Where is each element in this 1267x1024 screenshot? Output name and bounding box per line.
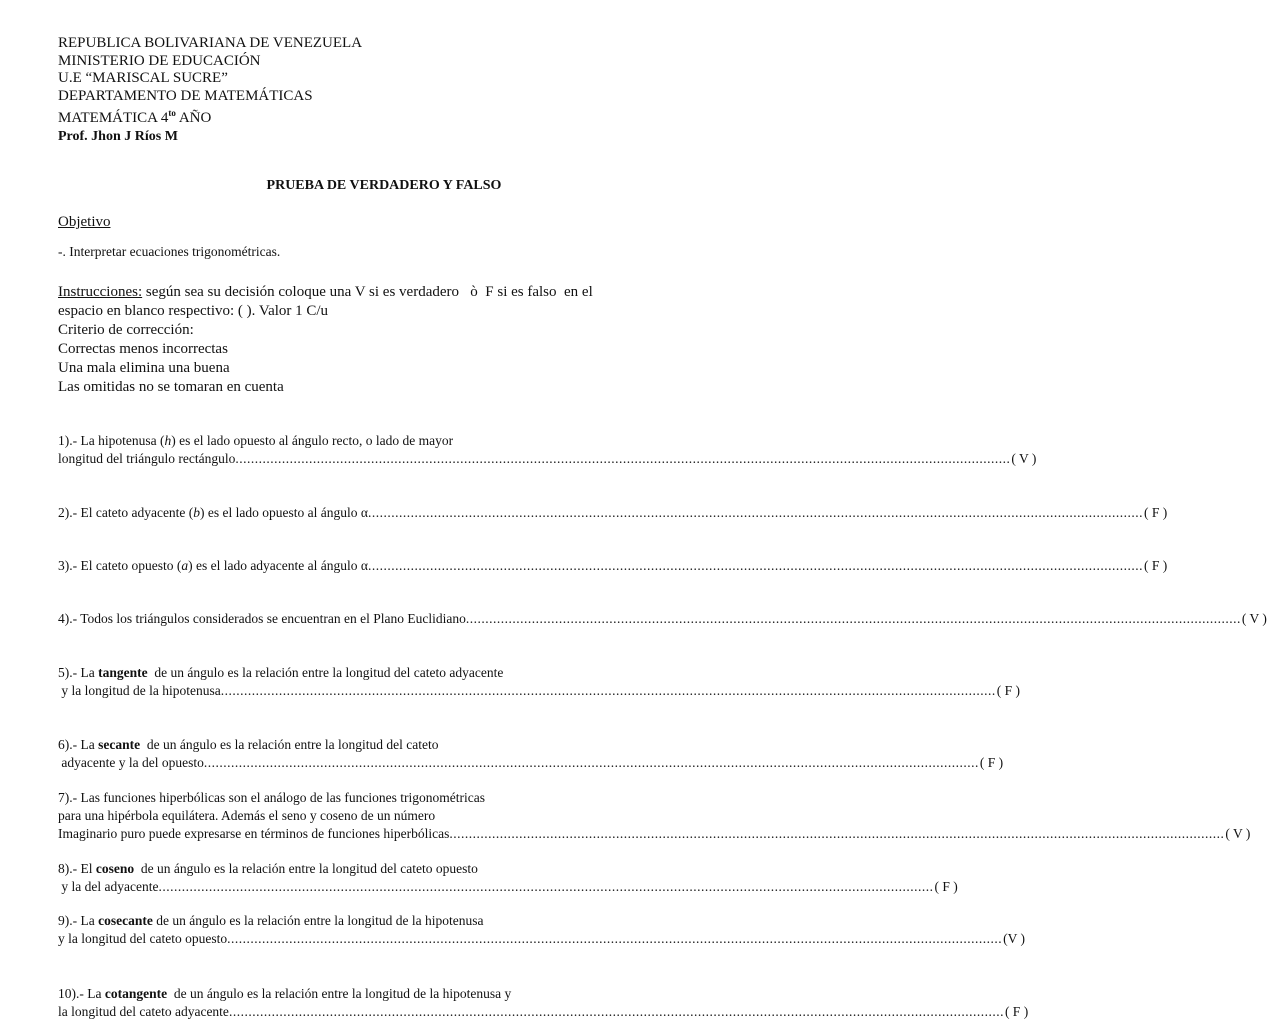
dot-leader: ........................................................................................................................................................................................................	[449, 826, 1225, 841]
answer-4: ( V )	[1241, 611, 1267, 626]
term-tangente: tangente	[98, 665, 148, 680]
question-5: 5).- La tangente de un ángulo es la relación entre la longitud del cateto adyacente y la longitud de la hipotenusa ........................................................................................................................................................................................................ ( F )	[58, 665, 1020, 698]
header-line-republic: REPUBLICA BOLIVARIANA DE VENEZUELA	[58, 35, 363, 51]
dot-leader: ........................................................................................................................................................................................................	[203, 755, 979, 770]
term-cosecante: cosecante	[98, 913, 153, 928]
instructions-line-5: Una mala elimina una buena	[58, 360, 230, 376]
instructions-line-2: espacio en blanco respectivo: ( ). Valor 1 C/u	[58, 303, 329, 319]
instructions-line-6: Las omitidas no se tomaran en cuenta	[58, 379, 284, 395]
answer-1: ( V )	[1011, 451, 1037, 466]
dot-leader: ........................................................................................................................................................................................................	[367, 505, 1143, 520]
dot-leader: ........................................................................................................................................................................................................	[220, 683, 996, 698]
dot-leader: ........................................................................................................................................................................................................	[228, 1004, 1004, 1019]
answer-9: (V )	[1003, 931, 1025, 946]
question-1: 1).- La hipotenusa (h) es el lado opuesto al ángulo recto, o lado de mayor longitud del triángulo rectángulo ........................................................................................................................................................................................................ ( V )	[58, 433, 1037, 466]
dot-leader: ........................................................................................................................................................................................................	[367, 558, 1143, 573]
instructions-label: Instrucciones:	[58, 284, 143, 300]
page-title: PRUEBA DE VERDADERO Y FALSO	[266, 178, 502, 193]
instructions-line-1: según sea su decisión coloque una V si es verdadero ò F si es falso en el	[142, 284, 593, 300]
question-7: 7).- Las funciones hiperbólicas son el análogo de las funciones trigonométricas para una hipérbola equilátera. Además el seno y coseno de un número Imaginario puro puede expresarse en términos de funciones hiperbólicas ........................................................................................................................................................................................................ ( V )	[58, 790, 1251, 841]
term-cotangente: cotangente	[104, 986, 168, 1001]
answer-7: ( V )	[1225, 826, 1251, 841]
question-2: 2).- El cateto adyacente (b) es el lado opuesto al ángulo α ........................................................................................................................................................................................................ ( F )	[58, 505, 1168, 520]
question-4: 4).- Todos los triángulos considerados se encuentran en el Plano Euclidiano ........................................................................................................................................................................................................ ( V )	[58, 611, 1267, 626]
header-line-ministry: MINISTERIO DE EDUCACIÓN	[58, 52, 261, 69]
answer-6: ( F )	[979, 755, 1004, 770]
course-superscript: to	[168, 108, 176, 118]
objective-text: -. Interpretar ecuaciones trigonométricas.	[58, 244, 281, 259]
question-9: 9).- La cosecante de un ángulo es la relación entre la longitud de la hipotenusa y la longitud del cateto opuesto ........................................................................................................................................................................................................ (V )	[58, 913, 1025, 946]
question-3: 3).- El cateto opuesto (a) es el lado adyacente al ángulo α ........................................................................................................................................................................................................ ( F )	[58, 558, 1168, 573]
instructions-line-3: Criterio de corrección:	[58, 322, 194, 338]
answer-10: ( F )	[1004, 1004, 1029, 1019]
term-secante: secante	[98, 737, 141, 752]
header-line-school: U.E “MARISCAL SUCRE”	[58, 70, 228, 86]
document-header	[58, 35, 362, 145]
dot-leader: ........................................................................................................................................................................................................	[465, 611, 1241, 626]
instructions-line-4: Correctas menos incorrectas	[58, 341, 228, 357]
dot-leader: ........................................................................................................................................................................................................	[227, 931, 1003, 946]
objective-label: Objetivo	[58, 214, 111, 230]
question-6: 6).- La secante de un ángulo es la relación entre la longitud del cateto adyacente y la del opuesto ........................................................................................................................................................................................................ ( F )	[58, 737, 1004, 770]
header-line-course: MATEMÁTICA $4^{to}$ AÑO	[58, 108, 212, 126]
term-coseno: coseno	[95, 861, 135, 876]
professor-name: Prof. Jhon J Ríos M	[58, 128, 178, 144]
dot-leader: ........................................................................................................................................................................................................	[235, 451, 1011, 466]
instructions-block	[58, 283, 678, 397]
question-8: 8).- El coseno de un ángulo es la relación entre la longitud del cateto opuesto y la del adyacente ........................................................................................................................................................................................................ ( F )	[58, 861, 958, 894]
answer-8: ( F )	[934, 879, 958, 894]
answer-3: ( F )	[1143, 558, 1168, 573]
answer-2: ( F )	[1143, 505, 1168, 520]
question-10: 10).- La cotangente de un ángulo es la relación entre la longitud de la hipotenusa y la longitud del cateto adyacente ........................................................................................................................................................................................................ ( F )	[58, 986, 1029, 1019]
answer-5: ( F )	[996, 683, 1020, 698]
dot-leader: ........................................................................................................................................................................................................	[158, 879, 934, 894]
header-line-department: DEPARTAMENTO DE MATEMÁTICAS	[58, 87, 313, 104]
